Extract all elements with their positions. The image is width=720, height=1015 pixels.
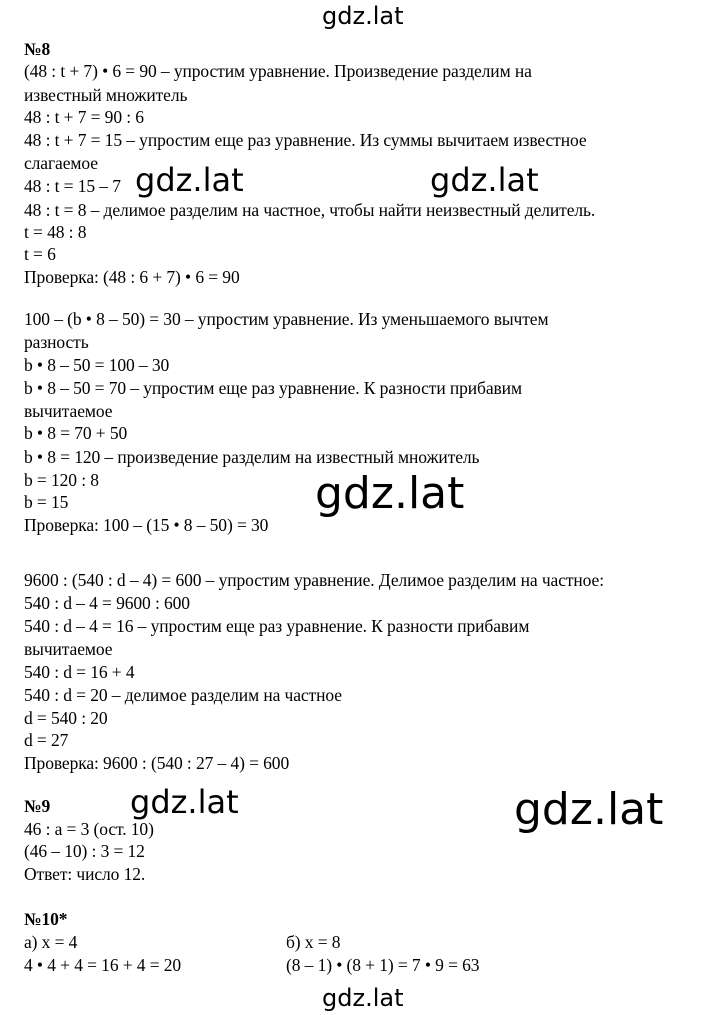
text-line: (48 : t + 7) • 6 = 90 – упростим уравнение. Произведение разделим на bbox=[24, 61, 532, 81]
check-line: Проверка: 100 – (15 • 8 – 50) = 30 bbox=[24, 515, 269, 535]
text-line: 9600 : (540 : d – 4) = 600 – упростим уравнение. Делимое разделим на частное: bbox=[24, 570, 604, 590]
watermark-right: gdz.lat bbox=[430, 161, 539, 199]
text-line: слагаемое bbox=[24, 153, 98, 173]
text-line: 540 : d = 16 + 4 bbox=[24, 662, 135, 682]
text-line: разность bbox=[24, 332, 89, 352]
check-line: Проверка: 9600 : (540 : 27 – 4) = 600 bbox=[24, 753, 290, 773]
text-line: b • 8 – 50 = 70 – упростим еще раз уравнение. К разности прибавим bbox=[24, 378, 522, 398]
text-line: 48 : t = 15 – 7 bbox=[24, 176, 121, 196]
text-line: 540 : d = 20 – делимое разделим на частное bbox=[24, 685, 342, 705]
watermark-center: gdz.lat bbox=[311, 472, 468, 516]
part-a-line: 4 • 4 + 4 = 16 + 4 = 20 bbox=[24, 955, 182, 975]
text-line: вычитаемое bbox=[24, 401, 113, 421]
text-line: b = 120 : 8 bbox=[24, 470, 99, 490]
text-line: b • 8 = 70 + 50 bbox=[24, 423, 128, 443]
text-line: b • 8 – 50 = 100 – 30 bbox=[24, 355, 170, 375]
text-line: известный множитель bbox=[24, 85, 188, 105]
watermark-large-right: gdz.lat bbox=[510, 788, 667, 832]
text-line: b • 8 = 120 – произведение разделим на известный множитель bbox=[24, 447, 480, 467]
problem-8-heading: №8 bbox=[24, 39, 51, 59]
part-b-line: (8 – 1) • (8 + 1) = 7 • 9 = 63 bbox=[286, 955, 480, 975]
problem-9-heading: №9 bbox=[24, 796, 51, 816]
text-line: t = 6 bbox=[24, 244, 56, 264]
text-line: d = 540 : 20 bbox=[24, 708, 108, 728]
problem-10-heading: №10* bbox=[24, 909, 68, 929]
text-line: 46 : a = 3 (ост. 10) bbox=[24, 819, 154, 839]
check-line: Проверка: (48 : 6 + 7) • 6 = 90 bbox=[24, 267, 240, 287]
answer-line: Ответ: число 12. bbox=[24, 864, 146, 884]
watermark-bottom: gdz.lat bbox=[322, 984, 404, 1012]
text-line: d = 27 bbox=[24, 730, 69, 750]
watermark-top: gdz.lat bbox=[322, 2, 404, 30]
text-line: 48 : t + 7 = 15 – упростим еще раз уравнение. Из суммы вычитаем известное bbox=[24, 130, 587, 150]
text-line: 100 – (b • 8 – 50) = 30 – упростим уравнение. Из уменьшаемого вычтем bbox=[24, 309, 549, 329]
watermark-problem9: gdz.lat bbox=[130, 783, 239, 821]
text-line: 540 : d – 4 = 16 – упростим еще раз уравнение. К разности прибавим bbox=[24, 616, 530, 636]
part-b-line: б) x = 8 bbox=[286, 932, 341, 952]
text-line: 48 : t + 7 = 90 : 6 bbox=[24, 107, 144, 127]
text-line: b = 15 bbox=[24, 492, 69, 512]
watermark-left: gdz.lat bbox=[135, 161, 244, 199]
text-line: 540 : d – 4 = 9600 : 600 bbox=[24, 593, 190, 613]
text-line: вычитаемое bbox=[24, 639, 113, 659]
part-a-line: а) x = 4 bbox=[24, 932, 78, 952]
text-line: 48 : t = 8 – делимое разделим на частное, чтобы найти неизвестный делитель. bbox=[24, 200, 596, 220]
text-line: t = 48 : 8 bbox=[24, 222, 87, 242]
text-line: (46 – 10) : 3 = 12 bbox=[24, 841, 145, 861]
